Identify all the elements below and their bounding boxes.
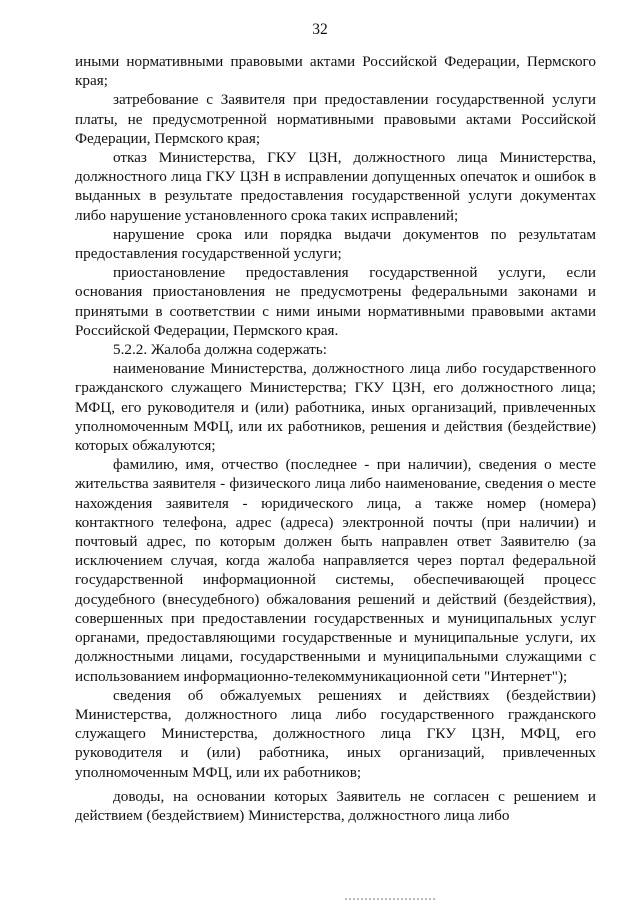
paragraph-2: затребование с Заявителя при предоставлении государственной услуги платы, не предусмотренной нормативными правовыми актами Российской Федерации, Пермского края; — [75, 91, 596, 147]
paragraph-7: наименование Министерства, должностного лица либо государственного гражданского служащего Министерства; ГКУ ЦЗН, его должностного лица; МФЦ, его руководителя и (или) работника, иных организаций, привлеченных уполномоченным МФЦ, или их работников, решения и действия (бездействие) которых обжалуются; — [75, 360, 596, 455]
section-heading-5-2-2: 5.2.2. Жалоба должна содержать: — [113, 341, 327, 359]
paragraph-1: иными нормативными правовыми актами Российской Федерации, Пермского края; — [75, 53, 596, 90]
paragraph-3: отказ Министерства, ГКУ ЦЗН, должностного лица Министерства, должностного лица ГКУ ЦЗН в исправлении допущенных опечаток и ошибок в выданных в результате предоставления государственной услуги документах либо нарушение установленного срока таких исправлений; — [75, 149, 596, 224]
paragraph-10: доводы, на основании которых Заявитель не согласен с решением и действием (бездействием) Министерства, должностного лица либо — [75, 787, 596, 824]
document-body — [75, 52, 596, 825]
paragraph-8: фамилию, имя, отчество (последнее - при наличии), сведения о месте жительства заявителя - физического лица либо наименование, сведения о месте нахождения заявителя - юридического лица, а также номер (номера) контактного телефона, адрес (адреса) электронной почты (при наличии) и почтовый адрес, по которым должен быть направлен ответ Заявителю (за исключением случая, когда жалоба направляется через портал федеральной государственной информационной системы, обеспечивающей процесс досудебного (внесудебного) обжалования решений и действий (бездействия), совершенных при предоставлении государственных и муниципальных услуг органами, предоставляющими государственные и муниципальные услуги, их должностными лицами, государственными и муниципальными служащими с использованием информационно-телекоммуникационной сети "Интернет"); — [75, 456, 596, 685]
paragraph-5: приостановление предоставления государственной услуги, если основания приостановления не предусмотрены федеральными законами и принятыми в соответствии с ними иными нормативными правовыми актами Российской Федерации, Пермского края. — [75, 264, 596, 339]
paragraph-4: нарушение срока или порядка выдачи документов по результатам предоставления государственной услуги; — [75, 225, 596, 263]
paragraph-9: сведения об обжалуемых решениях и действиях (бездействии) Министерства, должностного лица либо государственного гражданского служащего Министерства, должностного лица ГКУ ЦЗН, МФЦ, его руководителя и (или) работника, иных организаций, привлеченных уполномоченным МФЦ, или их работников; — [75, 686, 596, 781]
scan-artifact — [345, 898, 435, 900]
page-number: 32 — [312, 21, 328, 38]
